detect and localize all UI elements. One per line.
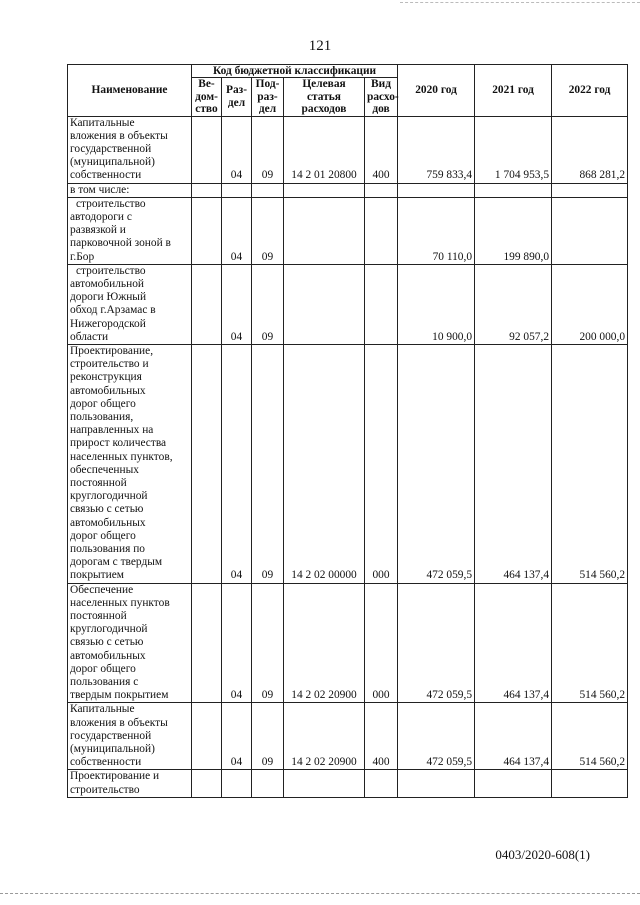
table-row: [68, 703, 628, 770]
row-name: Обеспечение населенных пунктов постоянной круглогодичной связью с сетью автомобильных дорог общего пользования с твердым покрытием: [68, 583, 192, 703]
row-tselevaya: [284, 183, 365, 197]
row-tselevaya: [284, 197, 365, 264]
row-razdel: 04: [222, 344, 252, 583]
table-row: [68, 183, 628, 197]
row-y2022: 514 560,2: [552, 583, 628, 703]
row-razdel: [222, 183, 252, 197]
row-vedom: [192, 770, 222, 797]
header-vedomstvo: Ве- дом- ство: [192, 78, 222, 117]
row-vedom: [192, 264, 222, 344]
row-y2021: 92 057,2: [475, 264, 552, 344]
row-vid: 400: [365, 703, 398, 770]
row-name: строительство автомобильной дороги Южный обход г.Арзамас в Нижегородской области: [68, 264, 192, 344]
row-y2020: [398, 770, 475, 797]
row-podrazdel: 09: [252, 197, 284, 264]
scan-edge-line: [0, 893, 640, 894]
header-budget-classification: Код бюджетной классификации: [192, 65, 398, 78]
row-y2021: [475, 770, 552, 797]
row-podrazdel: [252, 770, 284, 797]
row-y2022: [552, 770, 628, 797]
header-2020: 2020 год: [398, 65, 475, 117]
row-podrazdel: 09: [252, 344, 284, 583]
row-vedom: [192, 344, 222, 583]
header-2022: 2022 год: [552, 65, 628, 117]
row-vedom: [192, 183, 222, 197]
row-y2020: 472 059,5: [398, 344, 475, 583]
header-podrazdel: Под- раз- дел: [252, 78, 284, 117]
row-vid: [365, 183, 398, 197]
row-y2021: 1 704 953,5: [475, 116, 552, 183]
row-razdel: 04: [222, 583, 252, 703]
row-vid: [365, 264, 398, 344]
row-razdel: 04: [222, 264, 252, 344]
row-podrazdel: [252, 183, 284, 197]
row-razdel: [222, 770, 252, 797]
row-vid: [365, 197, 398, 264]
row-y2021: 464 137,4: [475, 703, 552, 770]
row-tselevaya: [284, 770, 365, 797]
budget-table: [67, 64, 628, 798]
row-vedom: [192, 197, 222, 264]
row-vedom: [192, 116, 222, 183]
row-razdel: 04: [222, 116, 252, 183]
header-2021: 2021 год: [475, 65, 552, 117]
table-row: [68, 583, 628, 703]
table-row: [68, 344, 628, 583]
row-name: Проектирование и строительство: [68, 770, 192, 797]
row-podrazdel: 09: [252, 264, 284, 344]
row-tselevaya: 14 2 01 20800: [284, 116, 365, 183]
table-row: [68, 770, 628, 797]
row-razdel: 04: [222, 703, 252, 770]
row-y2022: 514 560,2: [552, 344, 628, 583]
row-name: в том числе:: [68, 183, 192, 197]
row-name: Проектирование, строительство и реконструкция автомобильных дорог общего пользования, направленных на прирост количества населенных пунктов, обеспеченных постоянной круглогодичной связью с сетью автомобильных дорог общего пользования по дорогам с твердым покрытием: [68, 344, 192, 583]
row-y2020: 472 059,5: [398, 703, 475, 770]
row-y2020: 70 110,0: [398, 197, 475, 264]
row-y2022: 868 281,2: [552, 116, 628, 183]
row-y2022: [552, 197, 628, 264]
row-podrazdel: 09: [252, 583, 284, 703]
row-podrazdel: 09: [252, 703, 284, 770]
row-podrazdel: 09: [252, 116, 284, 183]
table-row: [68, 197, 628, 264]
table-body: [68, 116, 628, 797]
row-razdel: 04: [222, 197, 252, 264]
scan-edge-line: [400, 2, 640, 3]
header-razdel: Раз- дел: [222, 78, 252, 117]
table-row: [68, 264, 628, 344]
header-name: Наименование: [68, 65, 192, 117]
row-name: строительство автодороги с развязкой и парковочной зоной в г.Бор: [68, 197, 192, 264]
table-row: [68, 116, 628, 183]
document-code: 0403/2020-608(1): [495, 847, 590, 862]
row-vid: 400: [365, 116, 398, 183]
row-y2022: [552, 183, 628, 197]
row-name: Капитальные вложения в объекты государственной (муниципальной) собственности: [68, 703, 192, 770]
row-y2020: 472 059,5: [398, 583, 475, 703]
row-tselevaya: [284, 264, 365, 344]
row-y2021: 199 890,0: [475, 197, 552, 264]
row-y2020: 759 833,4: [398, 116, 475, 183]
row-y2020: 10 900,0: [398, 264, 475, 344]
row-vedom: [192, 583, 222, 703]
row-y2021: 464 137,4: [475, 344, 552, 583]
row-vid: 000: [365, 344, 398, 583]
row-y2022: 200 000,0: [552, 264, 628, 344]
row-vid: 000: [365, 583, 398, 703]
row-name: Капитальные вложения в объекты государственной (муниципальной) собственности: [68, 116, 192, 183]
page-number: 121: [308, 38, 332, 54]
row-y2022: 514 560,2: [552, 703, 628, 770]
row-y2020: [398, 183, 475, 197]
row-vedom: [192, 703, 222, 770]
row-tselevaya: 14 2 02 20900: [284, 583, 365, 703]
header-tselevaya-statya: Целевая статья расходов: [284, 78, 365, 117]
row-vid: [365, 770, 398, 797]
row-y2021: [475, 183, 552, 197]
row-tselevaya: 14 2 02 00000: [284, 344, 365, 583]
row-y2021: 464 137,4: [475, 583, 552, 703]
header-vid-raskhodov: Вид расхо- дов: [365, 78, 398, 117]
row-tselevaya: 14 2 02 20900: [284, 703, 365, 770]
